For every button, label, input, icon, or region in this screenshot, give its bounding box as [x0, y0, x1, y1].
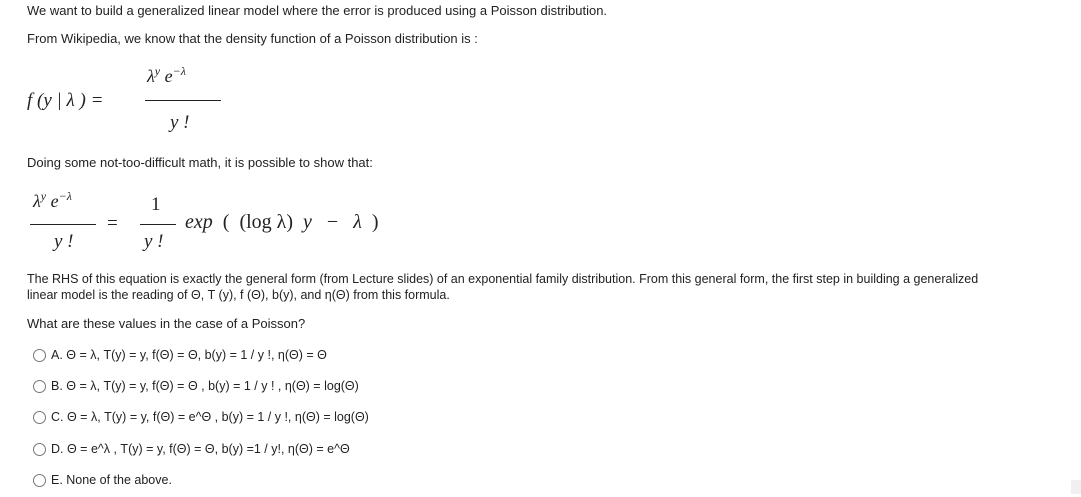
rhs-line-1: The RHS of this equation is exactly the general form (from Lecture slides) of an exponential family distribution. From this general form, the first step in building a generalized — [27, 272, 979, 286]
formula1-num-exp: −λ — [172, 64, 186, 78]
formula2-log-part: (log λ) — [239, 211, 294, 233]
formula2-fraction-bar-left — [30, 224, 96, 225]
formula2-exp-open: ( — [222, 211, 230, 233]
formula2-one: 1 — [151, 194, 161, 215]
formula1-num-e: e — [164, 66, 173, 86]
formula2-lambda: λ — [353, 211, 362, 233]
intro-line-2: From Wikipedia, we know that the density function of a Poisson distribution is : — [27, 31, 478, 46]
choice-e[interactable] — [33, 471, 172, 489]
radio-button-d[interactable] — [33, 443, 46, 456]
formula1-numerator — [147, 64, 186, 87]
formula2-num-sup: y — [40, 189, 47, 203]
choice-c[interactable] — [33, 408, 369, 426]
radio-button-c[interactable] — [33, 411, 46, 424]
choice-b[interactable] — [33, 377, 359, 395]
formula1-lhs: f (y | λ ) = — [27, 90, 104, 111]
formula1-fraction-bar — [145, 100, 221, 101]
scrollbar-stub[interactable] — [1071, 480, 1081, 494]
radio-button-b[interactable] — [33, 380, 46, 393]
formula2-exp-expression — [185, 211, 379, 234]
question-text: What are these values in the case of a Poisson? — [27, 316, 306, 331]
intro-line-1: We want to build a generalized linear model where the error is produced using a Poisson distribution. — [27, 3, 608, 18]
formula1-num-sup: y — [154, 64, 161, 78]
rhs-line-2: linear model is the reading of Θ, T (y), f (Θ), b(y), and η(Θ) from this formula. — [27, 288, 450, 302]
formula2-equals: = — [107, 213, 118, 234]
choice-d-label: D. Θ = e^λ , T(y) = y, f(Θ) = Θ, b(y) =1 / y!, η(Θ) = e^Θ — [51, 442, 350, 456]
formula2-numerator — [33, 189, 72, 212]
choice-a[interactable] — [33, 346, 327, 364]
formula2-var-y: y — [303, 211, 312, 233]
choice-e-label: E. None of the above. — [51, 473, 172, 487]
formula2-denominator-right: y ! — [144, 231, 164, 252]
choice-d[interactable] — [33, 440, 350, 458]
choice-a-label: A. Θ = λ, T(y) = y, f(Θ) = Θ, b(y) = 1 / y !, η(Θ) = Θ — [51, 348, 327, 362]
formula2-num-e: e — [50, 191, 59, 211]
formula1-num-lambda: λ — [147, 66, 155, 86]
formula2-exp-word: exp — [185, 211, 213, 233]
formula2-exp-close: ) — [371, 211, 379, 233]
choice-b-label: B. Θ = λ, T(y) = y, f(Θ) = Θ , b(y) = 1 / y ! , η(Θ) = log(Θ) — [51, 379, 359, 393]
formula2-minus: − — [326, 211, 339, 233]
formula2-denominator-left: y ! — [54, 231, 74, 252]
radio-button-e[interactable] — [33, 474, 46, 487]
formula1-denominator: y ! — [170, 112, 190, 133]
radio-button-a[interactable] — [33, 349, 46, 362]
choice-c-label: C. Θ = λ, T(y) = y, f(Θ) = e^Θ , b(y) = 1 / y !, η(Θ) = log(Θ) — [51, 410, 369, 424]
formula2-num-lambda: λ — [33, 191, 41, 211]
middle-text: Doing some not-too-difficult math, it is possible to show that: — [27, 155, 373, 170]
formula2-num-exp: −λ — [58, 189, 72, 203]
formula2-fraction-bar-right — [140, 224, 176, 225]
